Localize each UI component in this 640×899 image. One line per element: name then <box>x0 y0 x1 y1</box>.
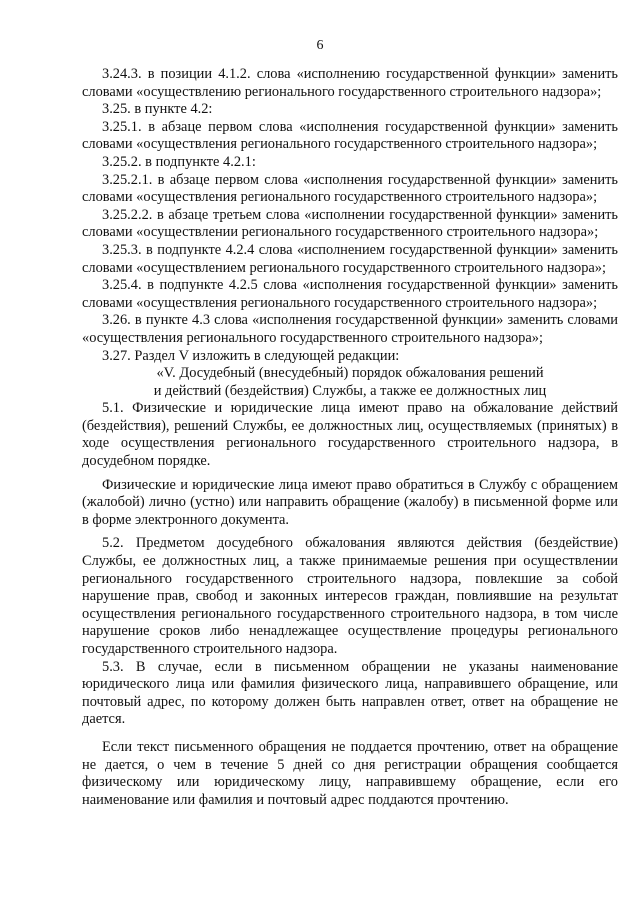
clause-5-1-paragraph-2: Физические и юридические лица имеют право обратиться в Службу с обращением (жалобой) лично (устно) или направить обращение (жалобу) в письменной форме или в форме электронного документа. <box>82 476 618 528</box>
clause-3-26: 3.26. в пункте 4.3 слова «исполнения государственной функции» заменить словами «осуществления регионального государственного строительного надзора»; <box>82 312 618 346</box>
clause-3-25-1: 3.25.1. в абзаце первом слова «исполнения государственной функции» заменить словами «осуществления регионального государственного строительного надзора»; <box>82 118 618 153</box>
clause-3-25: 3.25. в пункте 4.2: <box>102 101 213 118</box>
clause-3-27: 3.27. Раздел V изложить в следующей редакции: <box>102 347 400 364</box>
clause-5-2: 5.2. Предметом досудебного обжалования являются действия (бездействие) Службы, ее должностных лиц, а также принимаемые решения при осуществлении регионального государственного строительного надзора, повлекшие за собой нарушение прав, свобод и законных интересов граждан, повлиявшие на результат осуществления регионального государственного строительного надзора, в том числе нарушение сроков либо ненадлежащее осуществление процедуры регионального государственного строительного надзора. <box>82 535 618 657</box>
clause-3-25-4: 3.25.4. в подпункте 4.2.5 слова «исполнения государственной функции» заменить словами «осуществления регионального государственного строительного надзора»; <box>82 277 618 311</box>
page-number: 6 <box>316 38 324 53</box>
clause-3-25-3: 3.25.3. в подпункте 4.2.4 слова «исполнением государственной функции» заменить словами «осуществлением регионального государственного строительного надзора»; <box>82 241 618 276</box>
document-body <box>82 66 618 809</box>
section-heading-line-1: «V. Досудебный (внесудебный) порядок обжалования решений <box>156 365 544 382</box>
section-heading-line-2: и действий (бездействия) Службы, а также ее должностных лиц <box>153 382 547 399</box>
clause-5-3-paragraph-2: Если текст письменного обращения не поддается прочтению, ответ на обращение не дается, о чем в течение 5 дней со дня регистрации обращения сообщается физическому или юридическому лицу, направившему обращение, если его наименование или фамилия и почтовый адрес поддаются прочтению. <box>82 738 618 808</box>
clause-5-3: 5.3. В случае, если в письменном обращении не указаны наименование юридического лица или фамилия физического лица, направившего обращение, или почтовый адрес, по которому должен быть направлен ответ, ответ на обращение не дается. <box>82 658 618 728</box>
clause-5-1: 5.1. Физические и юридические лица имеют право на обжалование действий (бездействия), решений Службы, ее должностных лиц, осуществляемых (принятых) в ходе осуществления регионального государственного строительного надзора, в досудебном порядке. <box>82 400 618 470</box>
clause-3-25-2-1: 3.25.2.1. в абзаце первом слова «исполнения государственной функции» заменить словами «осуществления регионального государственного строительного надзора»; <box>82 171 618 206</box>
clause-3-25-2: 3.25.2. в подпункте 4.2.1: <box>102 153 256 170</box>
clause-3-25-2-2: 3.25.2.2. в абзаце третьем слова «исполнении государственной функции» заменить словами «осуществлении регионального государственного строительного надзора»; <box>82 206 618 241</box>
clause-3-24-3: 3.24.3. в позиции 4.1.2. слова «исполнению государственной функции» заменить словами «осуществлению регионального государственного строительного надзора»; <box>82 66 618 100</box>
